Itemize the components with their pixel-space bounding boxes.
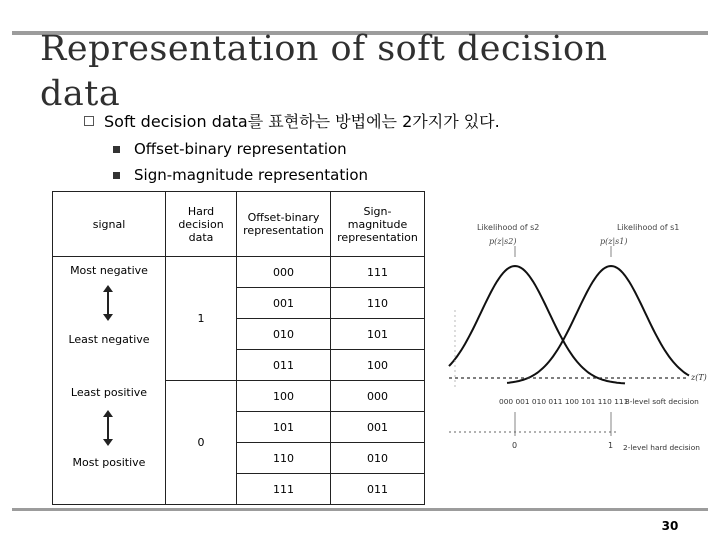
signal-column (53, 257, 166, 505)
page-number: 30 (661, 519, 679, 533)
formula-left: p(z|s2) (489, 237, 517, 246)
slide-title: Representation of soft decision data (40, 29, 608, 114)
offset-binary-cell: 100 (237, 381, 331, 412)
label-least-positive: Least positive (70, 385, 148, 399)
sign-magnitude-cell: 100 (331, 350, 425, 381)
sign-magnitude-cell: 111 (331, 257, 425, 288)
table-header-row (53, 192, 425, 257)
header-offset-binary (237, 192, 331, 257)
label-most-negative: Most negative (70, 263, 148, 277)
hard-level-0: 0 (512, 441, 518, 450)
header-sign-magnitude (331, 192, 425, 257)
offset-binary-cell: 010 (237, 319, 331, 350)
hard-decision-label: 2-level hard decision (623, 443, 700, 452)
sign-magnitude-cell: 011 (331, 474, 425, 505)
sign-magnitude-cell: 101 (331, 319, 425, 350)
header-sign-magnitude-text: Sign-magnitude representation (337, 204, 418, 244)
formula-right: p(z|s1) (600, 237, 628, 246)
hollow-square-bullet-icon (84, 116, 94, 126)
offset-binary-cell: 000 (237, 257, 331, 288)
bottom-rule (12, 508, 708, 511)
offset-binary-cell: 011 (237, 350, 331, 381)
offset-binary-cell: 101 (237, 412, 331, 443)
offset-binary-cell: 111 (237, 474, 331, 505)
main-bullet-text: Soft decision data를 표현하는 방법에는 2가지가 있다. (104, 112, 500, 131)
filled-square-bullet-icon (113, 146, 120, 153)
likelihood-figure (443, 212, 720, 480)
sign-magnitude-cell: 110 (331, 288, 425, 319)
curve-likelihood-s2 (449, 266, 625, 383)
double-arrow-icon (103, 410, 113, 446)
offset-binary-cell: 110 (237, 443, 331, 474)
sign-magnitude-cell: 001 (331, 412, 425, 443)
label-likelihood-s2: Likelihood of s2 (477, 223, 540, 232)
header-signal: signal (53, 192, 166, 257)
sign-magnitude-cell: 010 (331, 443, 425, 474)
hard-decision-one: 1 (166, 257, 237, 381)
label-least-negative: Least negative (68, 332, 150, 346)
hard-level-1: 1 (608, 441, 614, 450)
offset-binary-cell: 001 (237, 288, 331, 319)
sub-bullet-text: Sign-magnitude representation (134, 166, 369, 184)
header-hard-decision-text: Hard decision data (178, 204, 224, 244)
header-hard-decision (166, 192, 237, 257)
sub-bullet-text: Offset-binary representation (134, 140, 347, 158)
table-row (53, 257, 425, 288)
representation-table (52, 191, 425, 505)
label-most-positive: Most positive (72, 455, 146, 469)
double-arrow-icon (103, 285, 113, 321)
label-likelihood-s1: Likelihood of s1 (617, 223, 680, 232)
z-axis-label: z(T) (691, 373, 707, 382)
filled-square-bullet-icon (113, 172, 120, 179)
sign-magnitude-cell: 000 (331, 381, 425, 412)
soft-decision-codes: 000 001 010 011 100 101 110 111 (499, 397, 629, 406)
header-offset-binary-text: Offset-binary representation (243, 211, 324, 237)
hard-decision-zero: 0 (166, 381, 237, 505)
soft-decision-label: 8-level soft decision (625, 397, 699, 406)
